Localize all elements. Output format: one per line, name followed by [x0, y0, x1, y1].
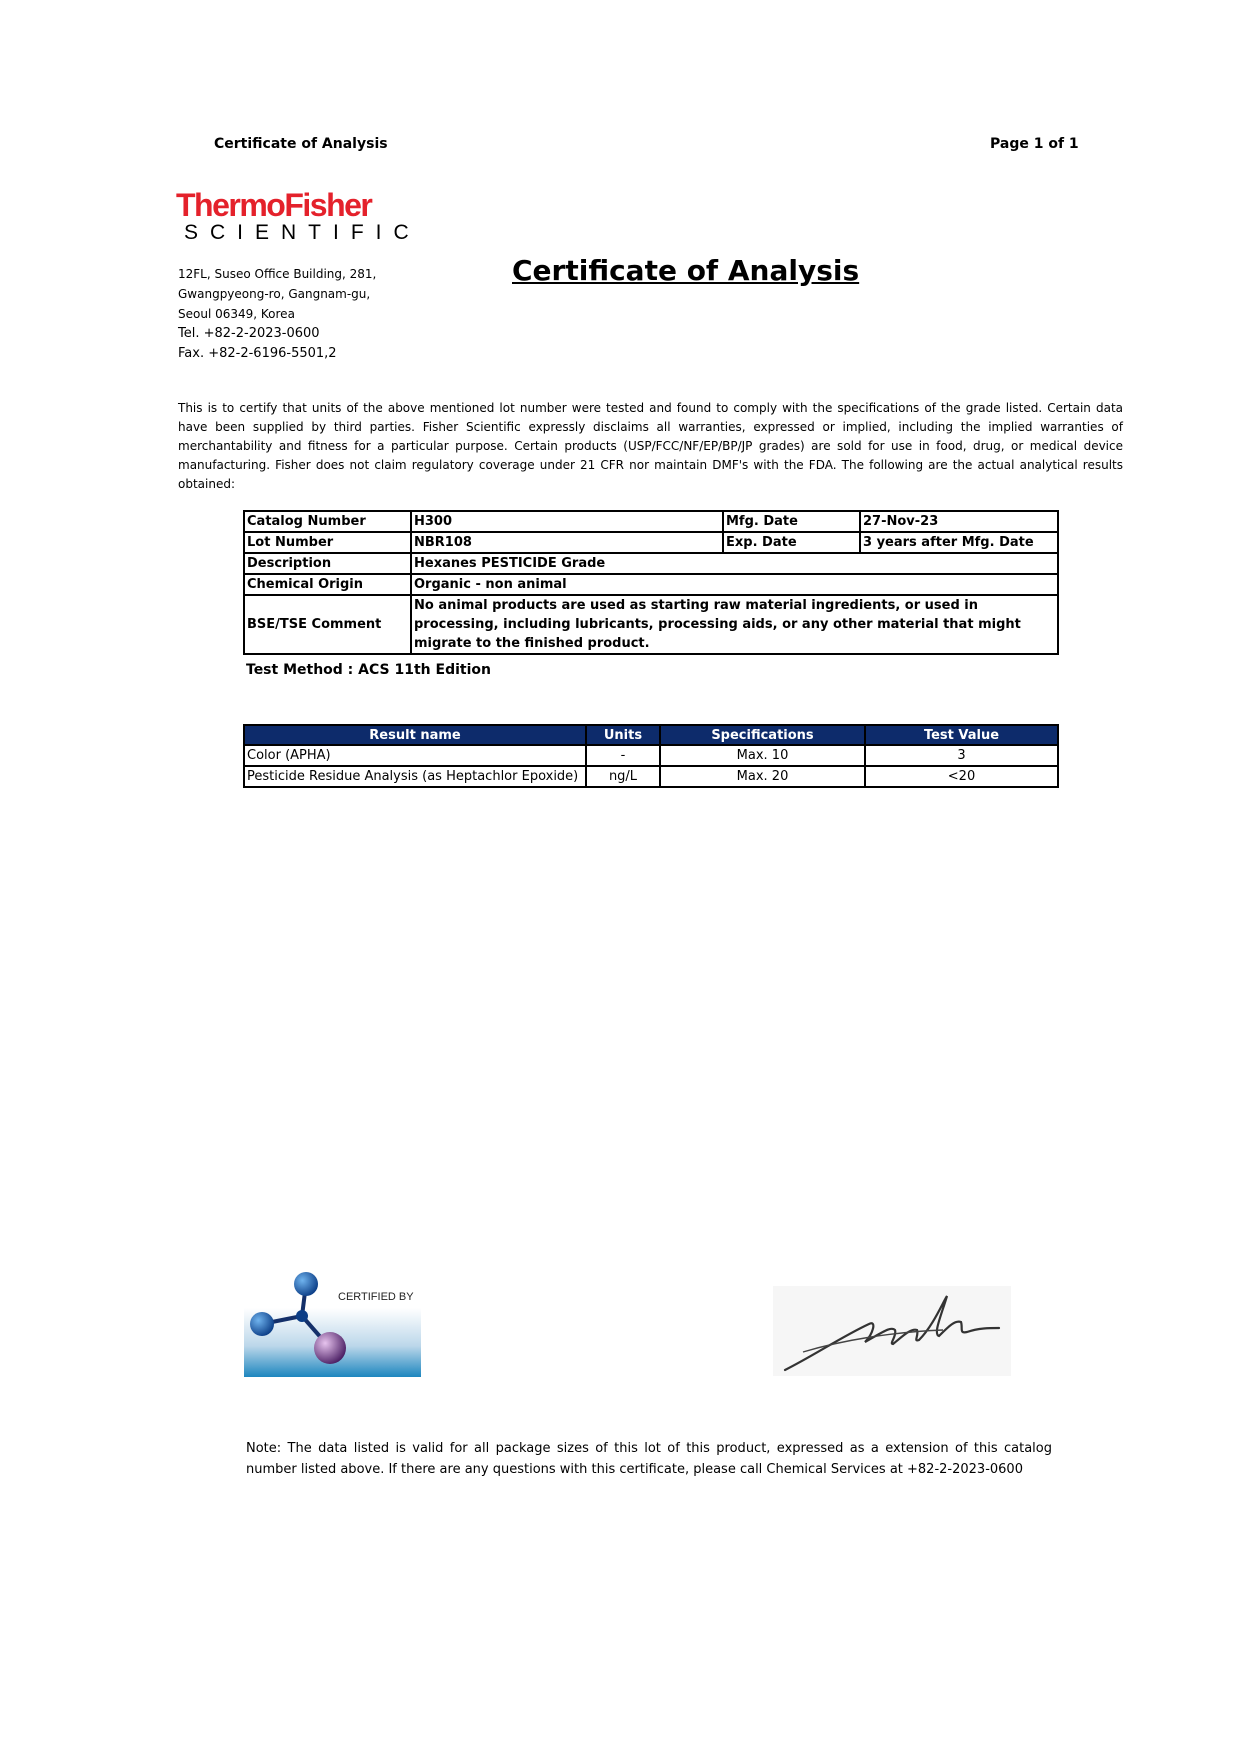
exp-date-label: Exp. Date — [723, 532, 860, 553]
company-address — [178, 264, 376, 364]
signature-image — [773, 1286, 1011, 1376]
molecule-atom-icon — [250, 1312, 274, 1336]
table-row — [244, 595, 1058, 654]
address-line: Seoul 06349, Korea — [178, 307, 295, 321]
note-text: The data listed is valid for all package sizes of this lot of this product, expressed as a extension of this catalog number listed above. If there are any questions with this certificate, please call Chemical Services at +82-2-2023-0600 — [246, 1441, 1052, 1477]
header-doc-label: Certificate of Analysis — [214, 136, 388, 152]
result-value: <20 — [865, 766, 1058, 787]
page-number: Page 1 of 1 — [990, 136, 1079, 152]
result-spec: Max. 10 — [660, 745, 865, 766]
address-line: 12FL, Suseo Office Building, 281, — [178, 267, 377, 281]
result-spec: Max. 20 — [660, 766, 865, 787]
lot-value: NBR108 — [411, 532, 723, 553]
molecule-atom-icon — [296, 1310, 308, 1322]
table-row — [244, 745, 1058, 766]
table-row — [244, 553, 1058, 574]
molecule-atom-icon — [314, 1332, 346, 1364]
table-row — [244, 511, 1058, 532]
validity-note — [246, 1438, 1052, 1480]
result-units: - — [586, 745, 660, 766]
exp-date-value: 3 years after Mfg. Date — [860, 532, 1058, 553]
chemical-origin-label: Chemical Origin — [244, 574, 411, 595]
fax: Fax. +82-2-6196-5501,2 — [178, 346, 337, 361]
result-name: Color (APHA) — [244, 745, 586, 766]
certified-by-logo — [244, 1272, 421, 1377]
note-label: Note: — [246, 1441, 282, 1456]
certification-statement: This is to certify that units of the above mentioned lot number were tested and found to comply with the specifications of the grade listed. Certain data have been supplied by third parties. Fisher Scientific expressly disclaims all warranties, expressed or implied, including the implied warranties of merchantability and fitness for a particular purpose. Certain products (USP/FCC/NF/EP/BP/JP grades) are sold for use in food, drug, or medical device manufacturing. Fisher does not claim regulatory coverage under 21 CFR nor maintain DMF's with the FDA. The following are the actual analytical results obtained: — [178, 401, 1123, 491]
table-row — [244, 766, 1058, 787]
logo-subtitle: SCIENTIFIC — [184, 221, 421, 244]
test-method: Test Method : ACS 11th Edition — [246, 662, 491, 678]
catalog-value: H300 — [411, 511, 723, 532]
lot-label: Lot Number — [244, 532, 411, 553]
product-info-table — [243, 510, 1059, 655]
mfg-date-label: Mfg. Date — [723, 511, 860, 532]
result-name-header: Result name — [244, 725, 586, 745]
results-header-row — [244, 725, 1058, 745]
thermofisher-logo — [176, 187, 421, 244]
molecule-atom-icon — [294, 1272, 318, 1296]
bse-tse-label: BSE/TSE Comment — [244, 595, 411, 654]
chemical-origin-value: Organic - non animal — [411, 574, 1058, 595]
result-value: 3 — [865, 745, 1058, 766]
catalog-label: Catalog Number — [244, 511, 411, 532]
description-value: Hexanes PESTICIDE Grade — [411, 553, 1058, 574]
results-table — [243, 724, 1059, 788]
table-row — [244, 532, 1058, 553]
certified-by-text: CERTIFIED BY — [338, 1291, 414, 1303]
result-units: ng/L — [586, 766, 660, 787]
address-line: Gwangpyeong-ro, Gangnam-gu, — [178, 287, 371, 301]
mfg-date-value: 27-Nov-23 — [860, 511, 1058, 532]
table-row — [244, 574, 1058, 595]
test-value-header: Test Value — [865, 725, 1058, 745]
result-name: Pesticide Residue Analysis (as Heptachlor Epoxide) — [244, 766, 586, 787]
description-label: Description — [244, 553, 411, 574]
bse-tse-value: No animal products are used as starting raw material ingredients, or used in processing, including lubricants, processing aids, or any other material that might migrate to the finished product. — [411, 595, 1058, 654]
logo-wordmark: ThermoFisher — [176, 187, 372, 223]
specifications-header: Specifications — [660, 725, 865, 745]
telephone: Tel. +82-2-2023-0600 — [178, 326, 320, 341]
units-header: Units — [586, 725, 660, 745]
page-title: Certificate of Analysis — [512, 254, 860, 287]
